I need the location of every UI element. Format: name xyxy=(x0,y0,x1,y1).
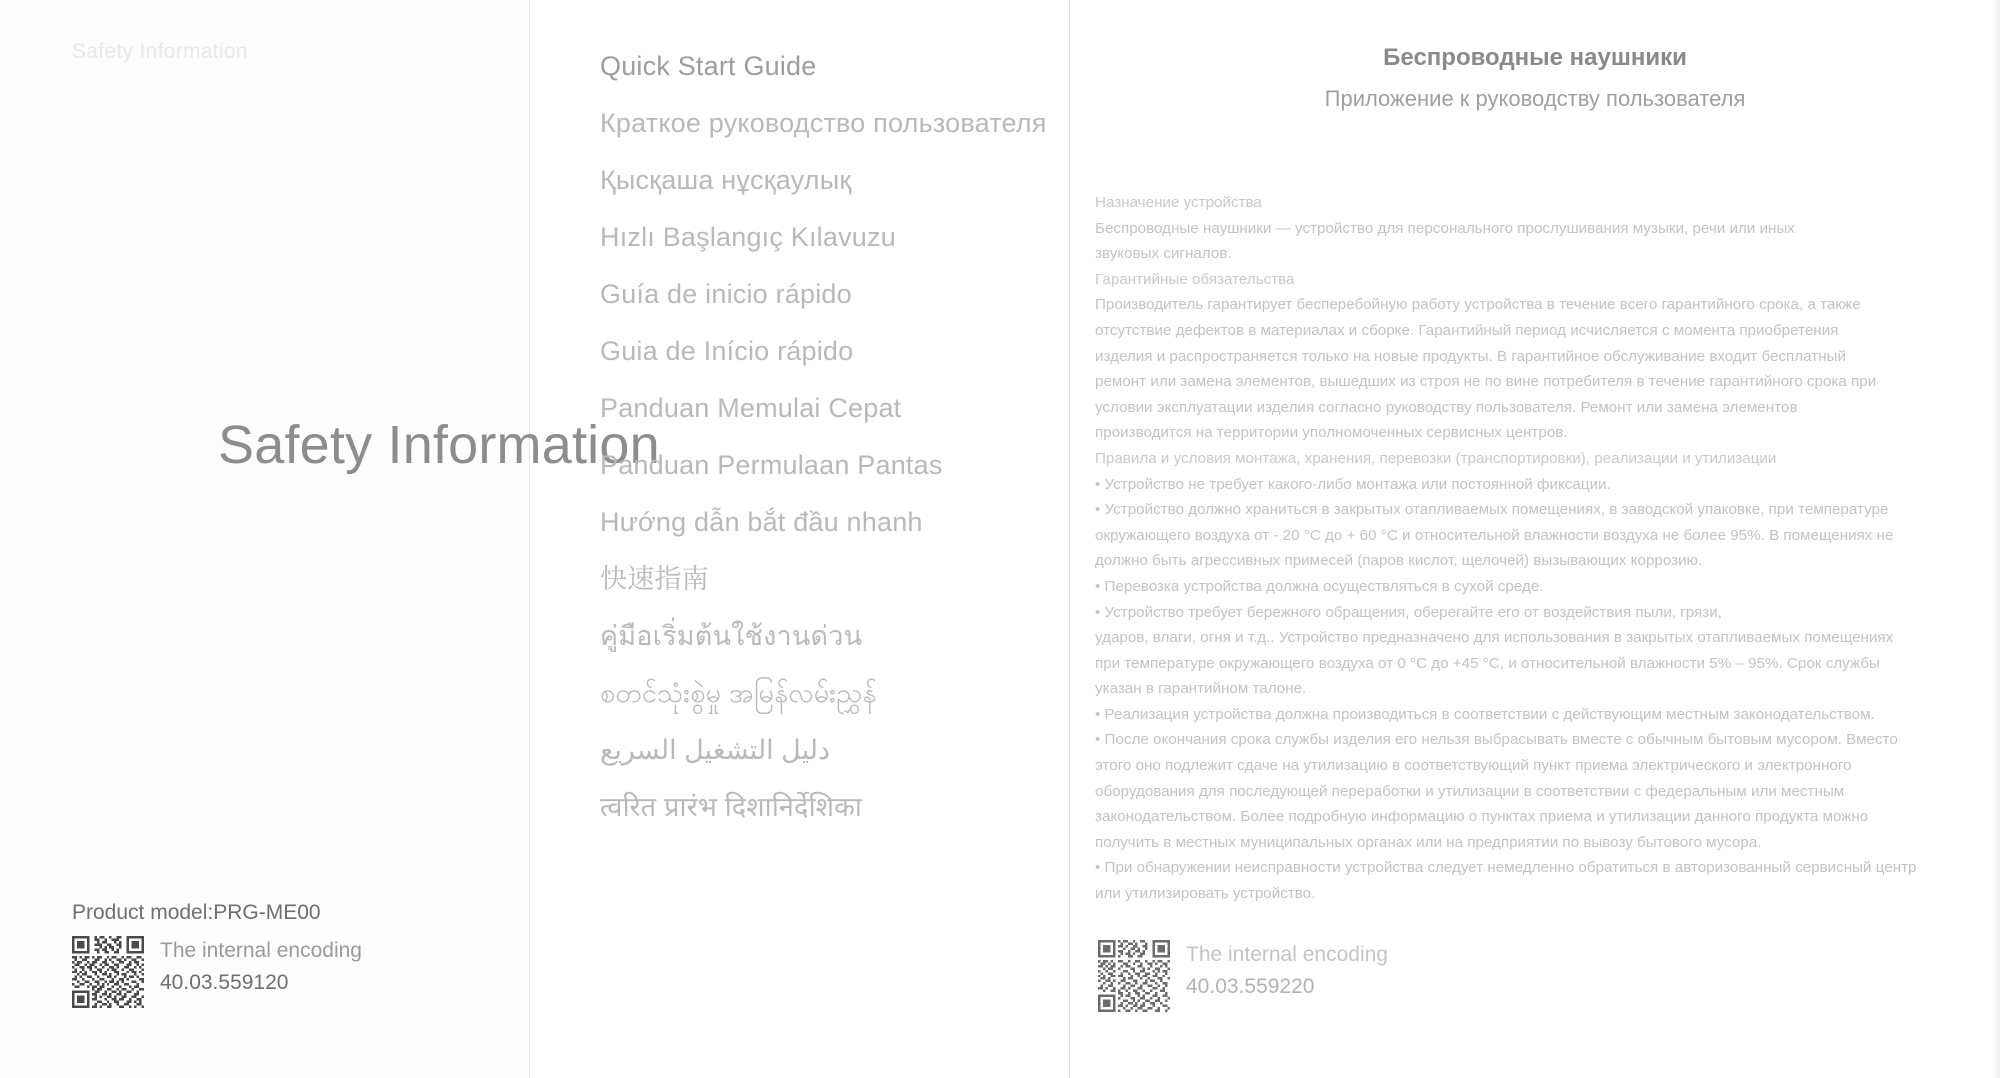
list-item: त्वरित प्रारंभ दिशानिर्देशिका xyxy=(600,792,863,822)
body-line: • Реализация устройства должна производиться в соответствии с действующим местным законодательством. xyxy=(1095,705,1875,723)
body-line: оборудования для последующей переработки и утилизации в соответствии с федеральным или местным xyxy=(1095,782,1845,800)
body-line: производится на территории уполномоченных сервисных центров. xyxy=(1095,424,1568,442)
list-item: Краткое руководство пользователя xyxy=(600,108,1047,138)
body-line: отсутствие дефектов в материалах и сборке. Гарантийный период исчисляется с момента приобретения xyxy=(1095,321,1839,339)
body-line: указан в гарантийном талоне. xyxy=(1095,680,1307,698)
body-line: окружающего воздуха от - 20 °C до + 60 °C и относительной влажности воздуха не более 95%. В помещениях не xyxy=(1095,526,1894,544)
list-item: စတင်သုံးစွဲမှု အမြန်လမ်းညွှန် xyxy=(600,678,877,708)
body-line: ударов, влаги, огня и т.д.. Устройство предназначено для использования в закрытых отапливаемых помещениях xyxy=(1095,629,1894,647)
body-line: • Устройство должно храниться в закрытых отапливаемых помещениях, в заводской упаковке, при температуре xyxy=(1095,501,1889,519)
left-encoding-text xyxy=(160,936,362,1000)
page-edge-right xyxy=(1992,0,2000,1078)
list-item: Panduan Memulai Cepat xyxy=(600,393,902,423)
body-line: или утилизировать устройство. xyxy=(1095,885,1316,903)
qr-code-icon xyxy=(72,936,144,1008)
body-line: условии эксплуатации изделия согласно руководству пользователя. Ремонт или замена элементов xyxy=(1095,398,1798,416)
body-line: • Устройство не требует какого-либо монтажа или постоянной фиксации. xyxy=(1095,475,1611,493)
body-line: • После окончания срока службы изделия его нельзя выбрасывать вместе с обычным бытовым мусором. Вместо xyxy=(1095,731,1898,749)
list-item: Guia de Início rápido xyxy=(600,336,854,366)
body-line: • Перевозка устройства должна осуществляться в сухой среде. xyxy=(1095,577,1544,595)
body-line: Назначение устройства xyxy=(1095,194,1262,211)
supplement-body xyxy=(1095,190,1940,907)
body-line: Производитель гарантирует бесперебойную работу устройства в течение всего гарантийного срока, а также xyxy=(1095,296,1861,314)
right-encoding-label: The internal encoding xyxy=(1186,943,1388,966)
list-item: Hướng dẫn bắt đầu nhanh xyxy=(600,507,923,537)
body-line: получить в местных муниципальных органах или на предприятии по вывозу бытового мусора. xyxy=(1095,833,1762,851)
body-line: Гарантийные обязательства xyxy=(1095,270,1295,288)
list-item: Guía de inicio rápido xyxy=(600,279,852,309)
left-encoding-value: 40.03.559120 xyxy=(160,971,289,994)
body-line: • При обнаружении неисправности устройства следует немедленно обратиться в авторизованный сервисный центр xyxy=(1095,859,1917,877)
body-line: • Устройство требует бережного обращения, оберегайте его от воздействия пыли, грязи, xyxy=(1095,603,1722,621)
right-encoding-text xyxy=(1186,940,1388,1004)
body-line: должно быть агрессивных примесей (паров кислот, щелочей) вызывающих коррозию. xyxy=(1095,552,1703,570)
right-encoding-value: 40.03.559220 xyxy=(1186,975,1315,998)
body-line: законодательством. Более подробную информацию о пунктах приема и утилизации данного продукта можно xyxy=(1095,808,1869,826)
list-item: คู่มือเริ่มต้นใช้งานด่วน xyxy=(600,621,863,651)
safety-watermark-text: Safety Information xyxy=(72,40,248,63)
body-line: Правила и условия монтажа, хранения, перевозки (транспортировки), реализации и утилизации xyxy=(1095,449,1777,467)
left-encoding-block xyxy=(72,936,362,1008)
language-list xyxy=(600,38,1070,836)
list-item: Panduan Permulaan Pantas xyxy=(600,450,943,480)
list-item: Hızlı Başlangıç Kılavuzu xyxy=(600,222,896,252)
page-title: Safety Information xyxy=(218,415,660,475)
supplement-title: Беспроводные наушники xyxy=(1383,44,1687,71)
supplement-subtitle: Приложение к руководству пользователя xyxy=(1324,86,1746,111)
list-item: Quick Start Guide xyxy=(600,51,817,81)
list-item: 快速指南 xyxy=(600,564,709,594)
body-line: Беспроводные наушники — устройство для персонального прослушивания музыки, речи или иных xyxy=(1095,219,1795,237)
body-line: изделия и распространяется только на новые продукты. В гарантийное обслуживание входит бесплатный xyxy=(1095,347,1846,365)
body-line: звуковых сигналов. xyxy=(1095,245,1232,263)
right-encoding-block xyxy=(1098,940,1388,1012)
body-line: этого оно подлежит сдаче на утилизацию в соответствующий пункт приема электрического и электронного xyxy=(1095,757,1852,775)
body-line: при температуре окружающего воздуха от 0 °C до +45 °C, и относительной влажности 5% – 95%. Срок службы xyxy=(1095,654,1880,672)
product-model-text: Product model:PRG-ME00 xyxy=(72,901,321,924)
left-encoding-label: The internal encoding xyxy=(160,939,362,962)
list-item: Қысқаша нұсқаулық xyxy=(600,165,852,195)
list-item: دليل التشغيل السريع xyxy=(600,735,831,765)
qr-code-icon xyxy=(1098,940,1170,1012)
body-line: ремонт или замена элементов, вышедших из строя не по вине потребителя в течение гарантийного срока при xyxy=(1095,373,1877,391)
